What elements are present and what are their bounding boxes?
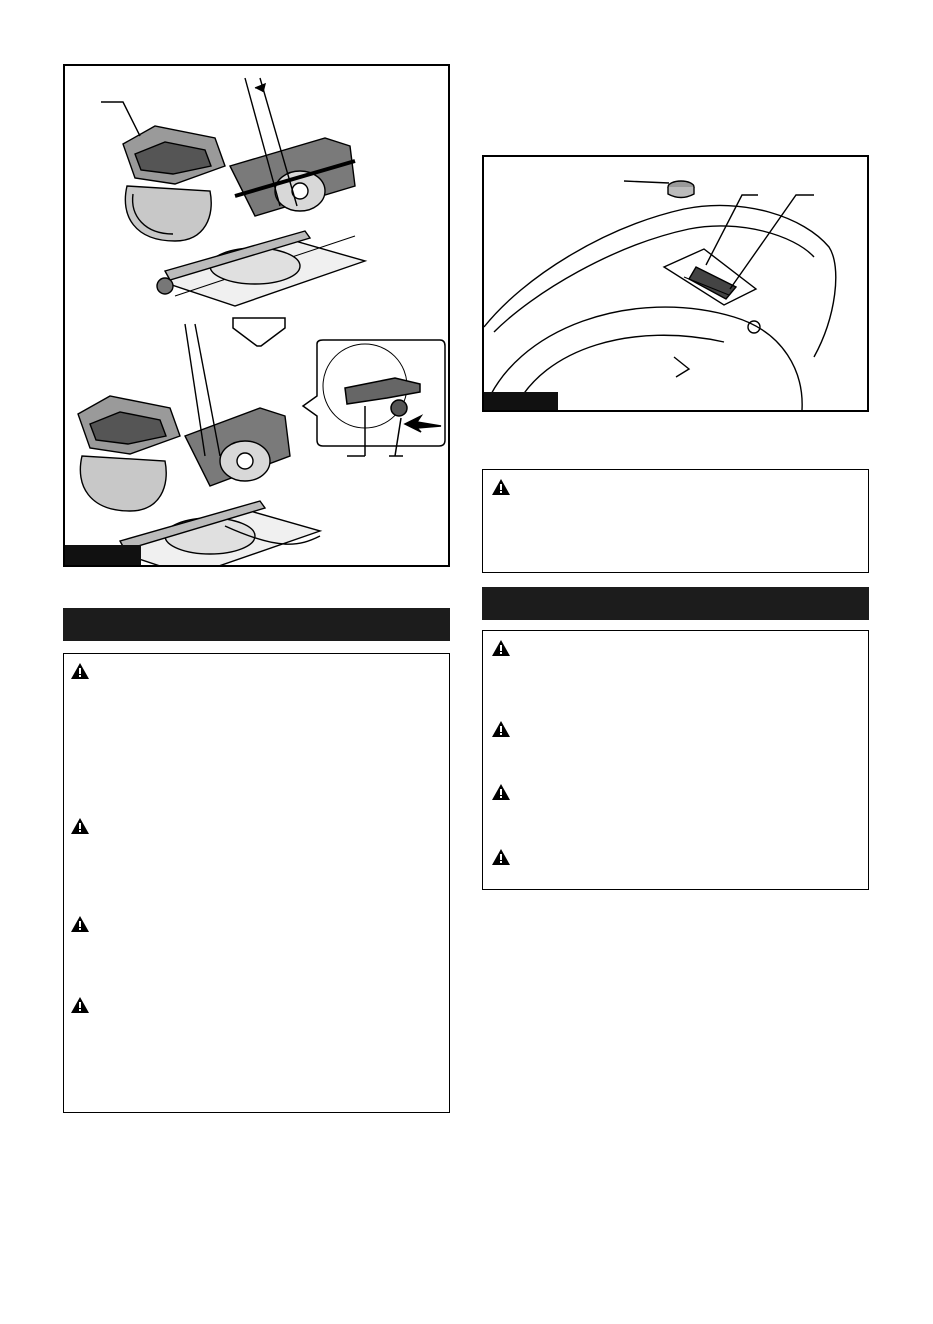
miter-saw-illustration — [65, 66, 448, 565]
warning-box-left — [63, 653, 450, 1113]
warning-triangle-icon — [491, 848, 511, 866]
down-arrow-icon — [233, 318, 285, 346]
warning-triangle-icon — [70, 817, 90, 835]
figure-number-tag-2 — [484, 392, 558, 410]
warning-triangle-icon — [491, 478, 511, 496]
warning-triangle-icon — [491, 783, 511, 801]
warning-triangle-icon — [70, 915, 90, 933]
figure-miter-saw-slide — [63, 64, 450, 567]
warning-triangle-icon — [70, 996, 90, 1014]
motor-housing-illustration — [484, 157, 867, 410]
figure-number-tag — [65, 545, 141, 565]
warning-box-right-group — [482, 630, 869, 890]
section-heading-bar-left — [63, 608, 450, 641]
saw-upper-drawing — [101, 78, 365, 306]
warning-triangle-icon — [491, 639, 511, 657]
figure-brush-cap — [482, 155, 869, 412]
detail-inset — [303, 340, 445, 456]
warning-triangle-icon — [70, 662, 90, 680]
saw-lower-drawing — [78, 324, 320, 565]
warning-triangle-icon — [491, 720, 511, 738]
section-heading-bar-right — [482, 587, 869, 620]
warning-box-right-single — [482, 469, 869, 573]
